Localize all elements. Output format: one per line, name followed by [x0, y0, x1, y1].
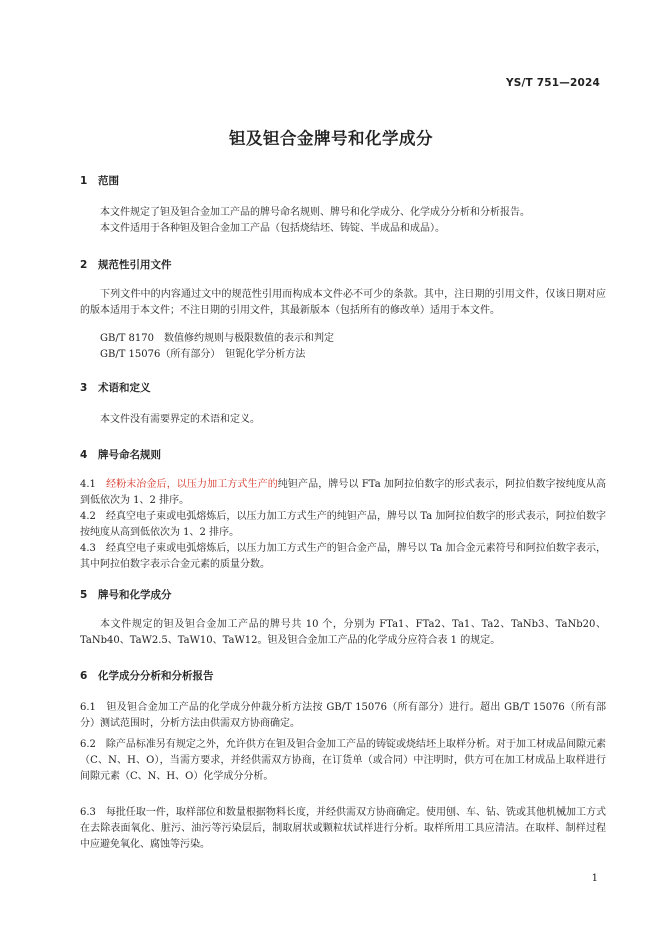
- clause-text: 纯钽产品，牌号以 FTa 加阿拉伯数字的形式表示，阿拉伯数字按纯度从高到低依次为 1、2 排序。: [80, 479, 607, 506]
- highlighted-text: 经粉末冶金后，以压力加工方式生产的: [106, 479, 278, 490]
- clause-6-2: 6.2 除产品标准另有规定之外，允许供方在钽及钽合金加工产品的铸锭或烧结坯上取样分析。对于加工材成品间隙元素（C、N、H、O），当需方要求，并经供需双方协商，在订货单（或合同）中注明时，供方可在加工材成品上取样进行间隙元素（C、N、H、O）化学成分分析。: [80, 739, 606, 782]
- section-title: 化学成分分析和分析报告: [98, 670, 214, 682]
- section-number: 5: [80, 589, 88, 601]
- clause-6-1: 6.1 钽及钽合金加工产品的化学成分仲裁分析方法按 GB/T 15076（所有部分）进行。超出 GB/T 15076（所有部分）测试范围时，分析方法由供需双方协商确定。: [80, 702, 606, 729]
- page-number: 1: [591, 873, 598, 884]
- section-2-heading: [80, 257, 172, 272]
- section-5-para-1: 本文件规定的钽及钽合金加工产品的牌号共 10 个，分别为 FTa1、FTa2、Ta1、Ta2、TaNb3、TaNb20、TaNb40、TaW2.5、TaW10、TaW12。钽及钽合金加工产品的化学成分应符合表 1 的规定。: [80, 619, 606, 646]
- section-3-para-1: 本文件没有需要界定的术语和定义。: [100, 414, 260, 425]
- section-2-para-1: 下列文件中的内容通过文中的规范性引用而构成本文件必不可少的条款。其中，注日期的引用文件，仅该日期对应的版本适用于本文件；不注日期的引用文件，其最新版本（包括所有的修改单）适用于本文件。: [80, 289, 606, 316]
- document-title: 钽及钽合金牌号和化学成分: [229, 129, 433, 148]
- clause-4-2: 4.2 经真空电子束或电弧熔炼后，以压力加工方式生产的纯钽产品，牌号以 Ta 加阿拉伯数字的形式表示，阿拉伯数字按纯度从高到低依次为 1、2 排序。: [80, 511, 606, 538]
- reference-gb-t-8170: GB/T 8170 数值修约规则与极限数值的表示和判定: [100, 333, 335, 344]
- clause-6-3: 6.3 每批任取一件，取样部位和数量根据物料长度，并经供需双方协商确定。使用刨、车、钻、铣或其他机械加工方式在去除表面氧化、脏污、油污等污染层后，制取屑状或颗粒状试样进行分析。取样所用工具应清洁。在取样、制样过程中应避免氧化、腐蚀等污染。: [80, 807, 606, 850]
- section-1-para-2: 本文件适用于各种钽及钽合金加工产品（包括烧结坯、铸锭、半成品和成品）。: [100, 223, 445, 234]
- section-number: 4: [80, 449, 88, 461]
- section-title: 规范性引用文件: [98, 259, 172, 271]
- clause-4-3: 4.3 经真空电子束或电弧熔炼后，以压力加工方式生产的钽合金产品，牌号以 Ta 加合金元素符号和阿拉伯数字表示，其中阿拉伯数字表示合金元素的质量分数。: [80, 543, 606, 570]
- section-6-heading: [80, 668, 214, 683]
- section-title: 范围: [98, 175, 119, 187]
- section-4-heading: [80, 447, 161, 462]
- standard-number: YS/T 751—2024: [505, 77, 600, 89]
- section-3-heading: [80, 380, 151, 395]
- section-number: 2: [80, 259, 88, 271]
- section-title: 牌号命名规则: [98, 449, 161, 461]
- section-title: 术语和定义: [98, 382, 151, 394]
- section-1-para-1: 本文件规定了钽及钽合金加工产品的牌号命名规则、牌号和化学成分、化学成分分析和分析报告。: [100, 207, 530, 218]
- section-number: 1: [80, 175, 88, 187]
- section-1-heading: [80, 173, 119, 188]
- section-title: 牌号和化学成分: [98, 589, 172, 601]
- clause-number: 4.1: [80, 479, 96, 490]
- clause-4-1: [80, 477, 606, 509]
- section-number: 6: [80, 670, 88, 682]
- section-number: 3: [80, 382, 88, 394]
- reference-gb-t-15076: GB/T 15076（所有部分） 钽铌化学分析方法: [100, 349, 306, 360]
- section-5-heading: [80, 587, 172, 602]
